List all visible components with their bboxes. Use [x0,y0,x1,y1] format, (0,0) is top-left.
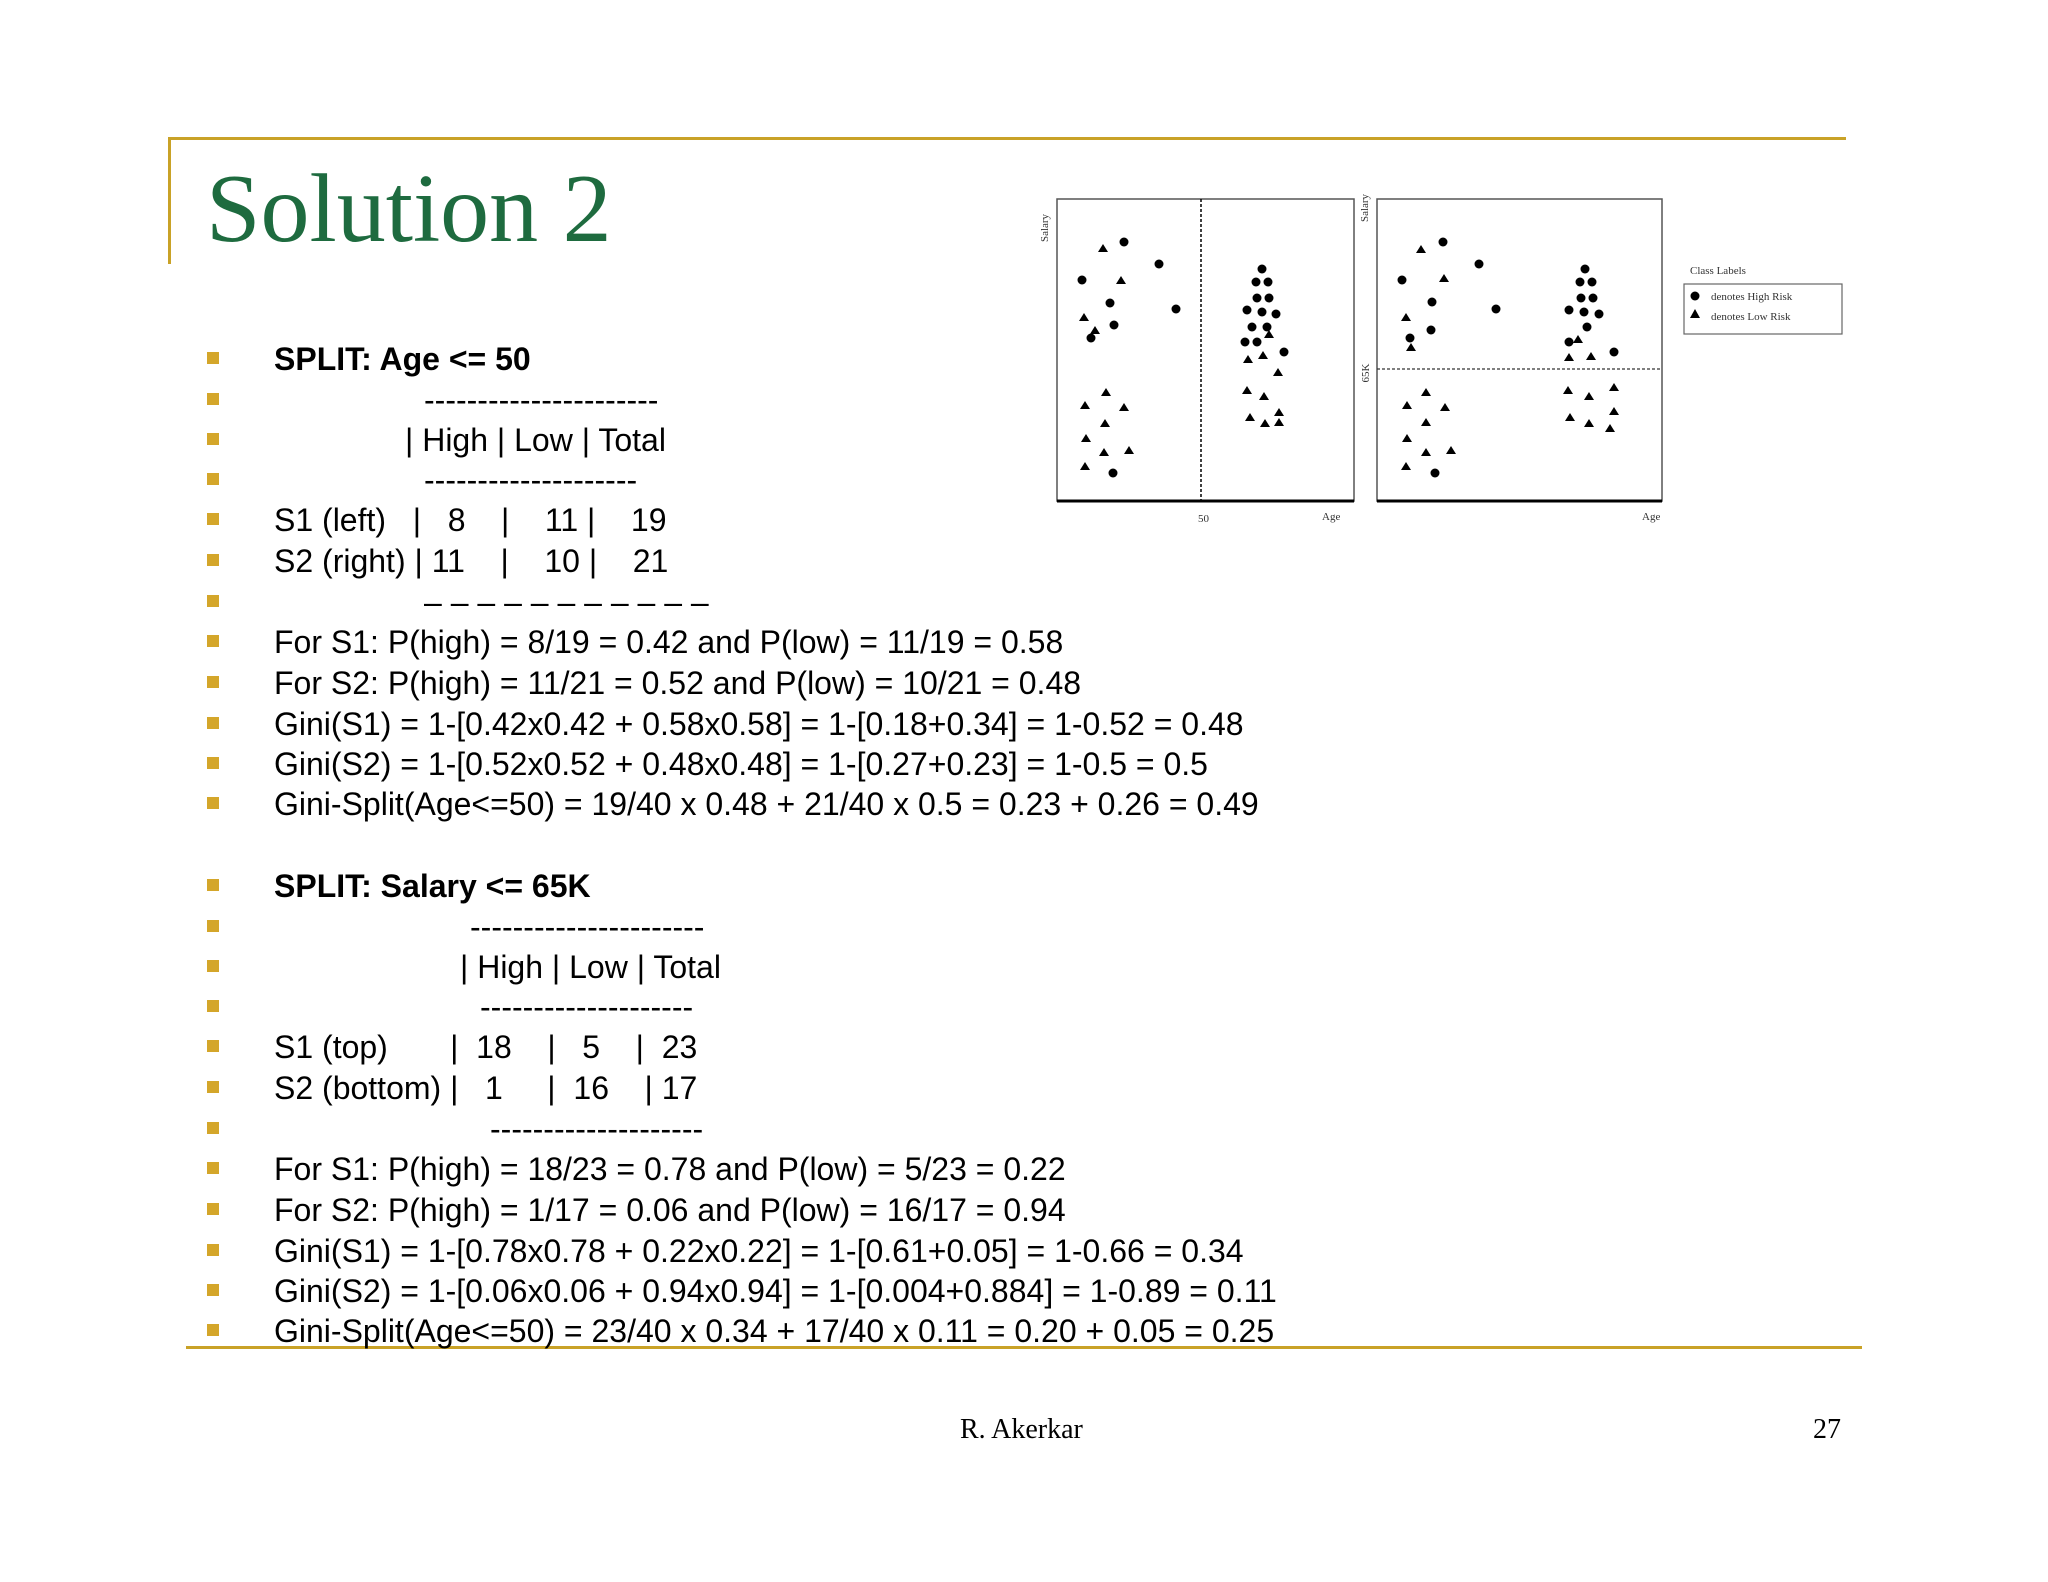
bullet-icon [207,635,219,647]
split-tick-label: 50 [1198,513,1209,525]
list-item [0,1027,1400,1067]
bullet-icon [207,595,219,607]
bullet-icon [207,513,219,525]
plot-frame [1377,199,1662,501]
calc-line: Gini(S1) = 1-[0.78x0.78 + 0.22x0.22] = 1-[0.61+0.05] = 1-0.66 = 0.34 [274,1233,1244,1269]
list-item [0,907,1400,947]
bullet-icon [207,717,219,729]
table-rule: -------------------- [490,1111,704,1147]
bullet-icon [207,352,219,364]
bullet-icon [207,1203,219,1215]
bullet-icon [207,676,219,688]
table-header: | High | Low | Total [460,949,721,985]
calc-line: For S2: P(high) = 1/17 = 0.06 and P(low) = 16/17 = 0.94 [274,1192,1066,1228]
list-item [0,1231,1400,1271]
table-rule: ---------------------- [470,909,705,945]
high-risk-points [1078,238,1289,478]
calc-line: Gini-Split(Age<=50) = 19/40 x 0.48 + 21/40 x 0.5 = 0.23 + 0.26 = 0.49 [274,786,1259,822]
list-item [0,582,1400,622]
list-item [0,622,1400,662]
bullet-icon [207,1284,219,1296]
list-item [0,744,1400,784]
bullet-icon [207,554,219,566]
table-header: | High | Low | Total [405,422,666,458]
calc-line: For S1: P(high) = 8/19 = 0.42 and P(low) = 11/19 = 0.58 [274,624,1064,660]
table-rule: -------------------- [480,989,694,1025]
list-item [0,866,1400,906]
list-item [0,1149,1400,1189]
table-rule: -------------------- [424,462,638,498]
low-risk-points [1401,245,1619,470]
high-risk-marker-icon [1691,292,1700,301]
bullet-icon [207,393,219,405]
list-item [0,541,1400,581]
list-item [0,663,1400,703]
bullet-icon [207,920,219,932]
list-item [0,987,1400,1027]
table-row: S1 (top) | 18 | 5 | 23 [274,1029,698,1065]
bullet-icon [207,879,219,891]
bullet-icon [207,797,219,809]
bullet-icon [207,1000,219,1012]
list-item [0,784,1400,824]
list-item [0,1271,1400,1311]
calc-line: Gini-Split(Age<=50) = 23/40 x 0.34 + 17/40 x 0.11 = 0.20 + 0.05 = 0.25 [274,1313,1275,1349]
table-row: S2 (right) | 11 | 10 | 21 [274,543,669,579]
scatter-plot-age-split [1035,185,1365,530]
y-axis-label: Salary [1039,213,1051,243]
list-item [0,704,1400,744]
high-risk-points [1398,238,1619,478]
legend-label-low: denotes Low Risk [1711,311,1791,323]
bullet-icon [207,757,219,769]
calc-line: Gini(S2) = 1-[0.52x0.52 + 0.48x0.48] = 1-[0.27+0.23] = 1-0.5 = 0.5 [274,746,1208,782]
table-row: S1 (left) | 8 | 11 | 19 [274,502,667,538]
footer-author: R. Akerkar [960,1414,1083,1445]
scatter-plot-salary-split [1355,185,1675,530]
bullet-icon [207,1081,219,1093]
bullet-icon [207,1244,219,1256]
legend-label-high: denotes High Risk [1711,291,1793,303]
table-rule: – – – – – – – – – – – [424,584,709,620]
slide-title: Solution 2 [206,155,612,263]
bullet-icon [207,1122,219,1134]
legend-title: Class Labels [1690,265,1746,277]
bullet-icon [207,473,219,485]
list-item [0,1068,1400,1108]
legend [1683,262,1845,336]
x-axis-label: Age [1642,511,1661,523]
calc-line: Gini(S2) = 1-[0.06x0.06 + 0.94x0.94] = 1-[0.004+0.884] = 1-0.89 = 0.11 [274,1273,1277,1309]
x-axis-label: Age [1322,511,1341,523]
bullet-icon [207,1324,219,1336]
page-number: 27 [1813,1414,1841,1445]
calc-line: Gini(S1) = 1-[0.42x0.42 + 0.58x0.58] = 1-[0.18+0.34] = 1-0.52 = 0.48 [274,706,1244,742]
table-rule: ---------------------- [424,382,659,418]
left-rule [168,137,171,264]
split-heading-salary: SPLIT: Salary <= 65K [274,868,591,904]
split-heading-age: SPLIT: Age <= 50 [274,341,531,377]
table-row: S2 (bottom) | 1 | 16 | 17 [274,1070,698,1106]
bullet-icon [207,433,219,445]
bullet-icon [207,1162,219,1174]
calc-line: For S1: P(high) = 18/23 = 0.78 and P(low) = 5/23 = 0.22 [274,1151,1066,1187]
list-item [0,947,1400,987]
calc-line: For S2: P(high) = 11/21 = 0.52 and P(low) = 10/21 = 0.48 [274,665,1082,701]
y-axis-label: Salary [1359,193,1371,223]
low-risk-points [1079,244,1284,470]
bullet-icon [207,960,219,972]
split-tick-label: 65K [1360,363,1372,383]
top-rule [168,137,1846,140]
list-item [0,1311,1400,1351]
bullet-icon [207,1040,219,1052]
list-item [0,1109,1400,1149]
list-item [0,1190,1400,1230]
